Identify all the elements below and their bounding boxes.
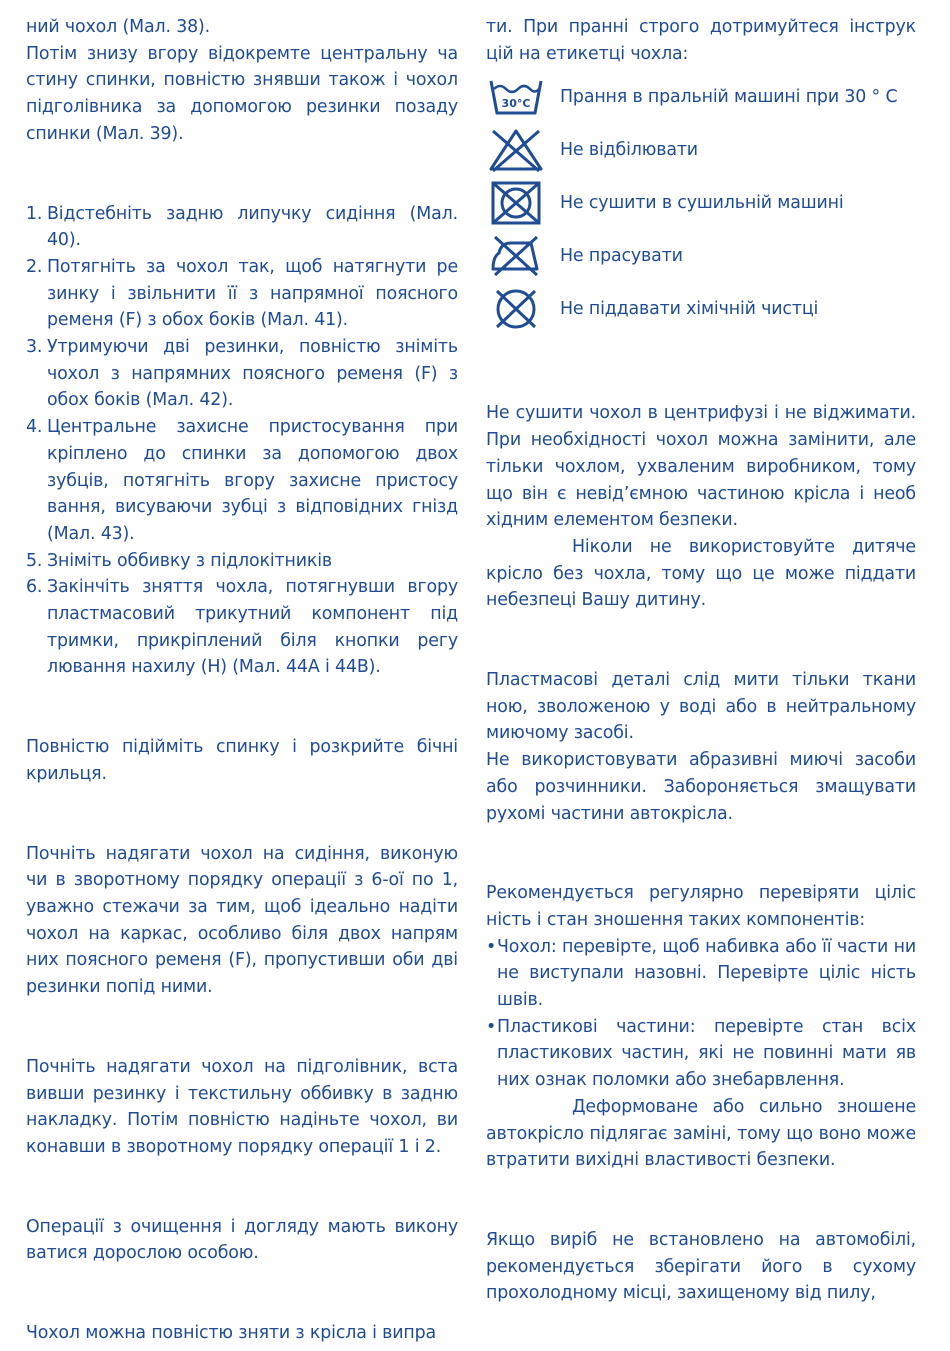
abrasive-warning-paragraph: Не використовувати абразивні миючі засоби або розчинники. Забороняється змащувати рухомі частини автокрісла. bbox=[486, 750, 916, 824]
care-label: Не сушити в сушильній машині bbox=[560, 192, 844, 213]
care-label: Прання в пральній машині при 30 ° C bbox=[560, 86, 898, 107]
intro-paragraph: Потім знизу вгору відокремте центральну ча стину спинки, повністю знявши також і чохол підголівника за допомогою резинки позаду спинки (Мал. 39). bbox=[26, 43, 458, 144]
step-item bbox=[26, 414, 458, 548]
no-tumble-dry-icon bbox=[486, 179, 546, 227]
bullet-item bbox=[486, 1014, 916, 1094]
no-bleach-icon bbox=[486, 126, 546, 174]
removal-steps-list bbox=[26, 201, 458, 682]
care-item-iron bbox=[486, 229, 916, 282]
step-text: Утримуючи дві резинки, повністю зніміть чохол з напрямних поясного ременя (F) з обох боків (Мал. 42). bbox=[47, 337, 458, 411]
wash-30-icon bbox=[486, 73, 546, 121]
no-iron-icon bbox=[486, 232, 546, 280]
wash-temperature-text: 30°C bbox=[501, 96, 531, 110]
bullet-text: Чохол: перевірте, щоб набивка або її части ни не виступали назовні. Перевірте ціліс ність швів. bbox=[497, 936, 916, 1011]
care-item-dryclean bbox=[486, 282, 916, 335]
right-column bbox=[486, 14, 916, 1307]
step-number: 1. bbox=[26, 203, 43, 224]
care-item-bleach bbox=[486, 123, 916, 176]
intro-line: ний чохол (Мал. 38). bbox=[26, 17, 211, 37]
step-number: 4. bbox=[26, 417, 43, 438]
bullet-item bbox=[486, 934, 916, 1014]
bullet-text: Пластикові частини: перевірте стан всіх пластикових частин, які не повинні мати яв них ознак поломки або знебарвлення. bbox=[497, 1016, 916, 1091]
storage-paragraph: Якщо виріб не встановлено на автомобілі, рекомендується зберігати його в сухому прохолодному місці, захищеному від пилу, bbox=[486, 1229, 916, 1304]
refit-seat-paragraph: Почніть надягати чохол на сидіння, виконую чи в зворотному порядку операції з 6-ої по 1, уважно стежачи за тим, щоб ідеально надіти чохол на каркас, особливо біля двох напрям них поясного ременя (F), пропустивши оби дві резинки попід ними. bbox=[26, 843, 458, 998]
step-text: Відстебніть задню липучку сидіння (Мал. 40). bbox=[47, 203, 458, 251]
wash-intro-paragraph: ти. При пранні строго дотримуйтеся інструк цій на етикетці чохла: bbox=[486, 17, 916, 64]
step-number: 3. bbox=[26, 337, 43, 358]
step-text: Закінчіть зняття чохла, потягнувши вгору пластмасовий трикутний компонент під тримки, прикріплений біля кнопки регу лювання нахилу (H) (Мал. 44А і 44В). bbox=[47, 577, 458, 678]
care-item-dryer bbox=[486, 176, 916, 229]
inspection-bullet-list bbox=[486, 934, 916, 1094]
refit-headrest-paragraph: Почніть надягати чохол на підголівник, вста вивши резинку і текстильну оббивку в задню накладку. Потім повністю надіньте чохол, ви конавши в зворотному порядку операції 1 і 2. bbox=[26, 1056, 458, 1157]
remove-cover-paragraph: Чохол можна повністю зняти з крісла і випра bbox=[26, 1323, 437, 1344]
bullet-mark: • bbox=[486, 1016, 497, 1037]
step-item bbox=[26, 574, 458, 681]
bullet-mark: • bbox=[486, 936, 497, 957]
left-column bbox=[26, 14, 458, 1347]
care-label: Не відбілювати bbox=[560, 139, 698, 160]
step-number: 6. bbox=[26, 577, 43, 598]
step-item bbox=[26, 548, 458, 575]
care-item-wash bbox=[486, 70, 916, 123]
step-item bbox=[26, 201, 458, 254]
never-use-without-cover-paragraph: Ніколи не використовуйте дитяче крісло без чохла, тому що це може піддати небезпеці Вашу дитину. bbox=[486, 536, 916, 611]
deformed-seat-paragraph: Деформоване або сильно зношене автокрісло підлягає заміні, тому що воно може втратити вихідні властивості безпеки. bbox=[486, 1096, 916, 1171]
step-text: Центральне захисне пристосування при кріплено до спинки за допомогою двох зубців, потягніть вгору захисне пристосу вання, висуваючи зубці з відповідних гнізд (Мал. 43). bbox=[47, 417, 458, 544]
raise-backrest-paragraph: Повністю підійміть спинку і розкрийте бічні крильця. bbox=[26, 737, 458, 784]
inspection-paragraph: Рекомендується регулярно перевіряти ціліс ність і стан зношення таких компонентів: bbox=[486, 883, 916, 930]
care-symbols-list bbox=[486, 70, 916, 335]
care-label: Не прасувати bbox=[560, 245, 683, 266]
adult-care-paragraph: Операції з очищення і догляду мають викону ватися дорослою особою. bbox=[26, 1216, 458, 1264]
step-number: 5. bbox=[26, 550, 43, 571]
step-item bbox=[26, 254, 458, 334]
no-dry-clean-icon bbox=[486, 285, 546, 333]
step-text: Зніміть оббивку з підлокітників bbox=[47, 550, 333, 571]
plastic-parts-paragraph: Пластмасові деталі слід мити тільки ткани ною, зволоженою у воді або в нейтральному миючому засобі. bbox=[486, 670, 916, 744]
care-label: Не піддавати хімічній чистці bbox=[560, 298, 819, 319]
no-spin-paragraph: Не сушити чохол в центрифузі і не віджимати. При необхідності чохол можна замінити, але тільки чохлом, ухваленим виробником, тому що він є невід’ємною частиною крісла і необ хідним елементом безпеки. bbox=[486, 403, 916, 531]
step-text: Потягніть за чохол так, щоб натягнути ре зинку і звільнити її з напрямної поясного ременя (F) з обох боків (Мал. 41). bbox=[47, 256, 458, 331]
step-number: 2. bbox=[26, 256, 43, 277]
step-item bbox=[26, 334, 458, 414]
